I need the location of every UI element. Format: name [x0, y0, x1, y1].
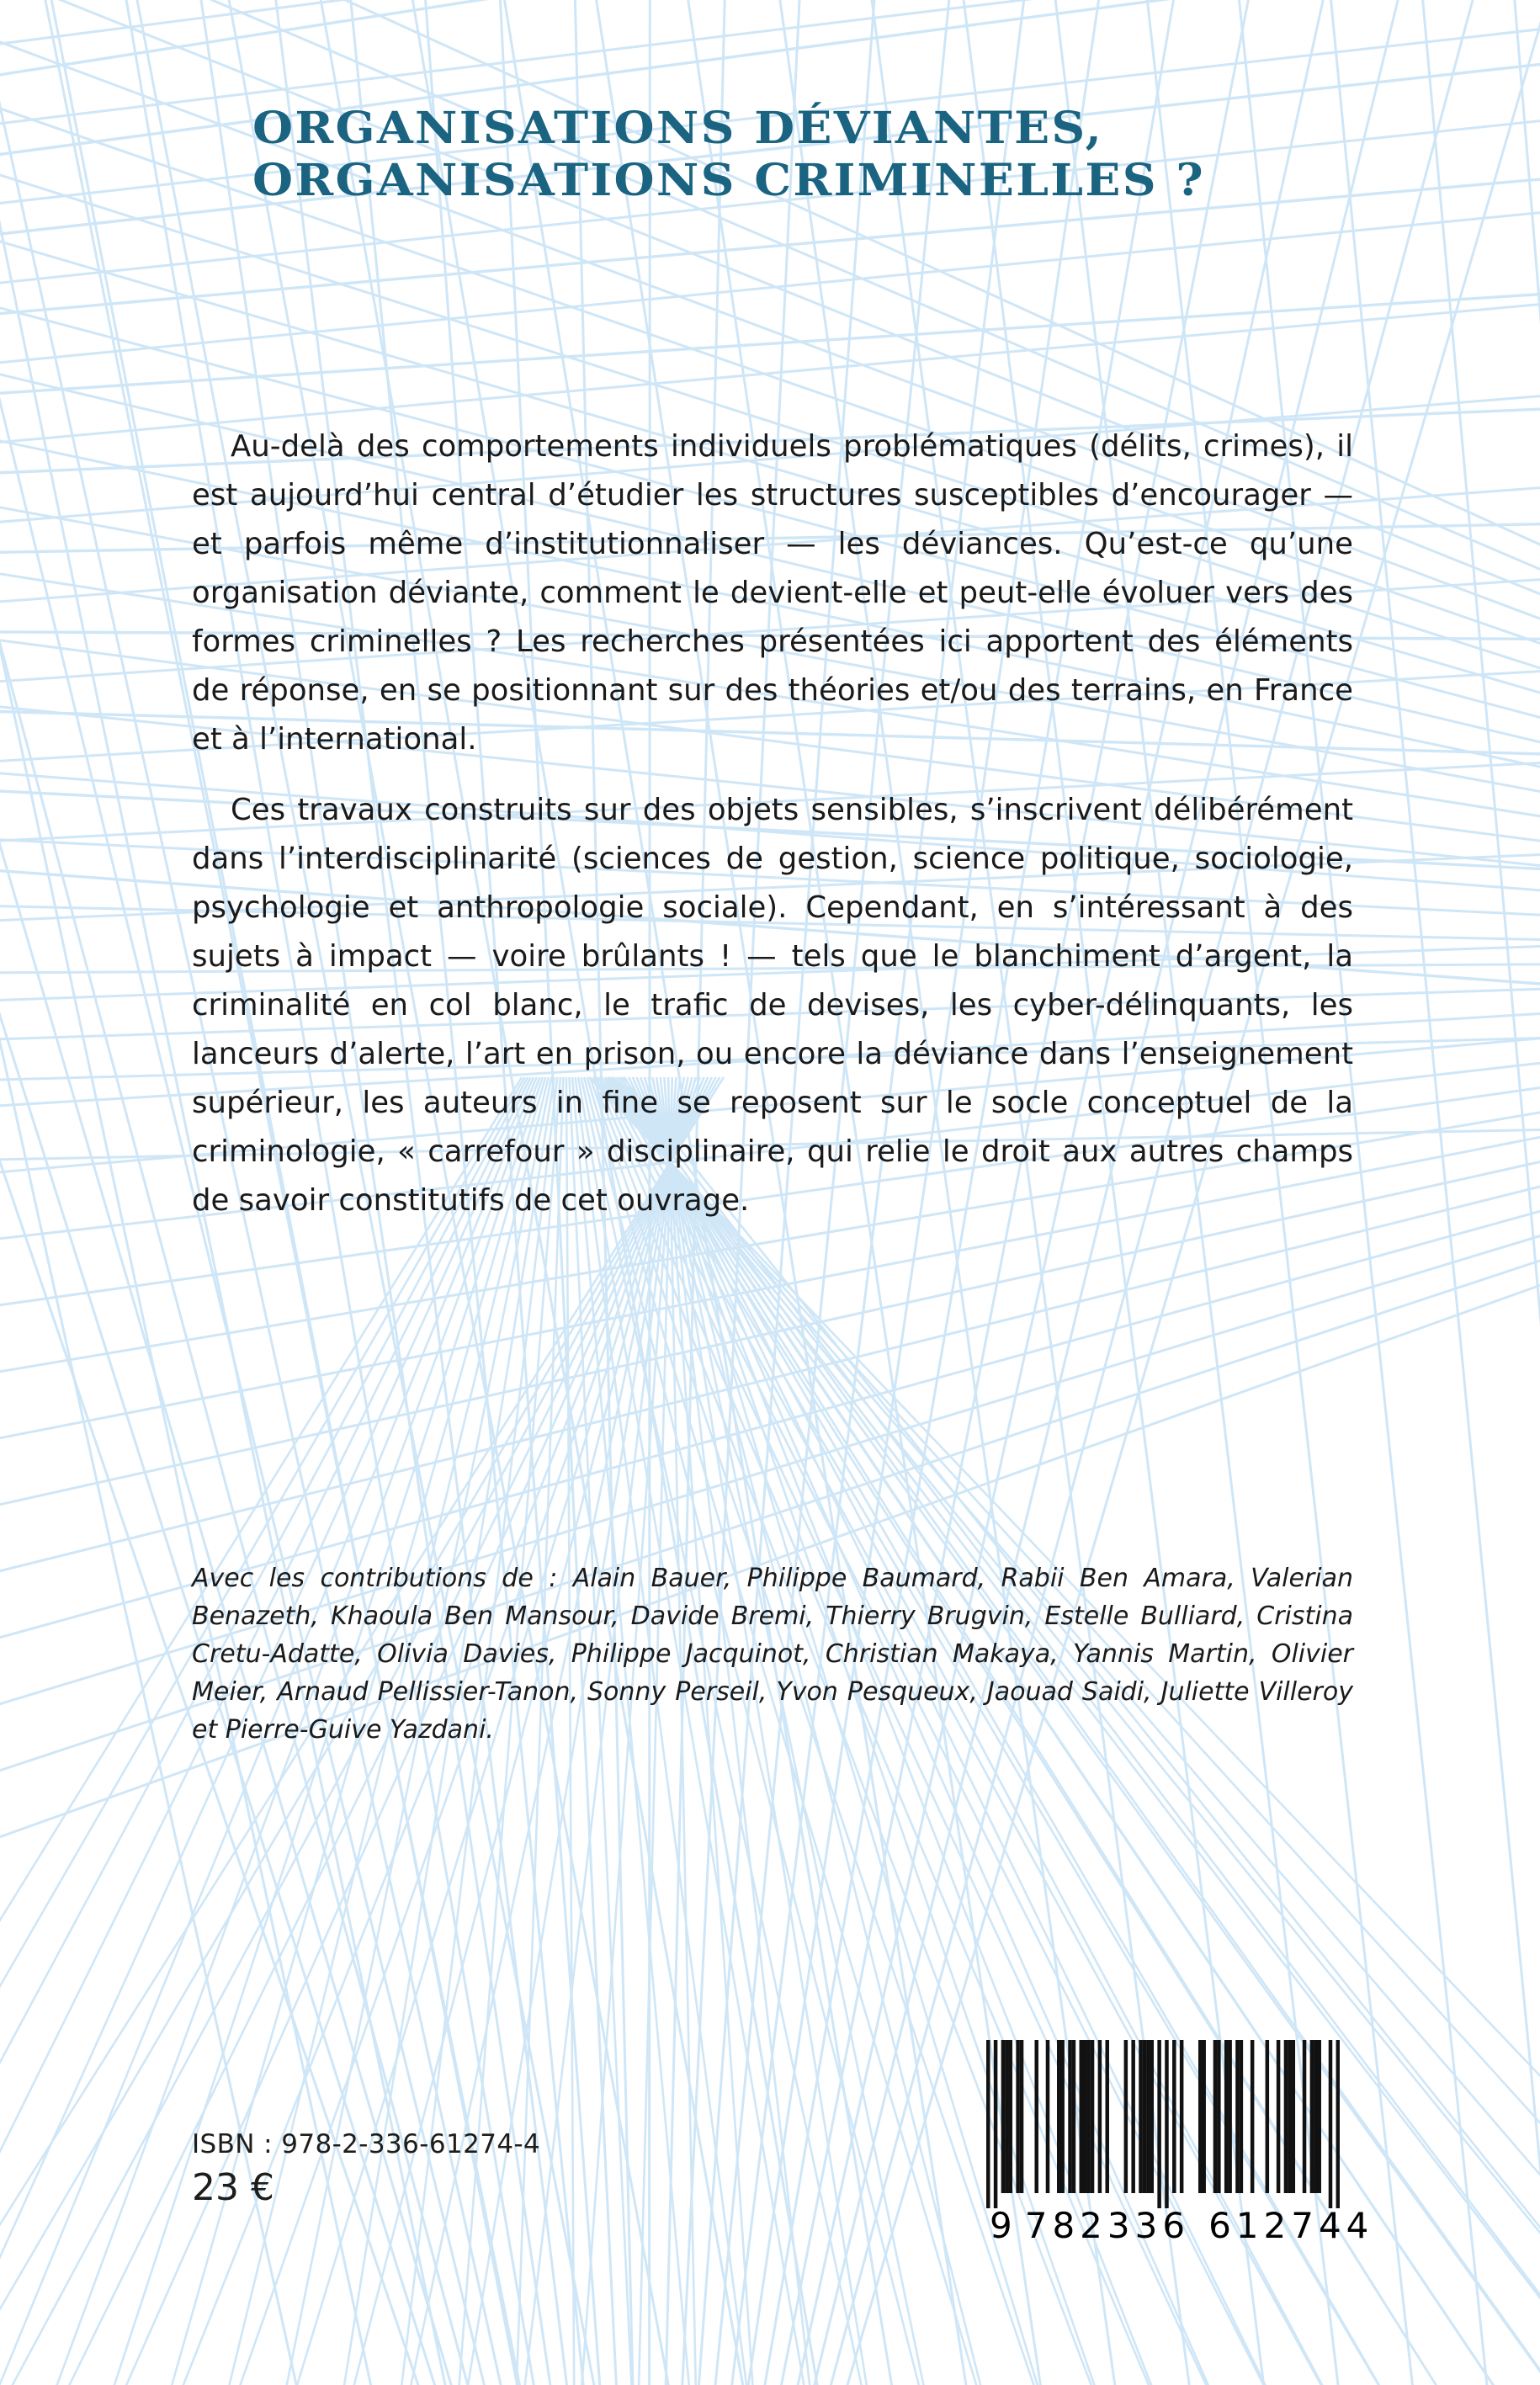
- barcode-bar-group: [986, 2040, 1340, 2208]
- barcode-digits-right: 612744: [1208, 2205, 1374, 2246]
- contributors-list: Avec les contributions de : Alain Bauer, Philippe Baumard, Rabii Ben Amara, Valerian Benazeth, Khaoula Ben Mansour, Davide Bremi, Thierry Brugvin, Estelle Bulliard, Cristina Cretu-Adatte, Olivia Davies, Philippe Jacquinot, Christian Makaya, Yannis Martin, Olivier Meier, Arnaud Pellissier-Tanon, Sonny Perseil, Yvon Pesqueux, Jaouad Saidi, Juliette Villeroy et Pierre-Guive Yazdani.: [192, 1564, 1353, 1745]
- barcode-digits-left: 782336: [1024, 2205, 1191, 2246]
- price-label: 23 €: [192, 2166, 274, 2209]
- blurb-paragraph-2: Ces travaux construits sur des objets sensibles, s’inscrivent délibérément dans l’interdisciplinarité (sciences de gestion, science politique, sociologie, psychologie et anthropologie sociale). Cependant, en s’intéressant à des sujets à impact — voire brûlants ! — tels que le blanchiment d’argent, la criminalité en col blanc, le trafic de devises, les cyber-délinquants, les lanceurs d’alerte, l’art en prison, ou encore la déviance dans l’enseignement supérieur, les auteurs in fine se reposent sur le socle conceptuel de la criminologie, « carrefour » disciplinaire, qui relie le droit aux autres champs de savoir constitutifs de cet ouvrage.: [192, 793, 1353, 1218]
- ean13-barcode: [986, 2040, 1374, 2246]
- barcode-digit-first: 9: [990, 2205, 1013, 2246]
- barcode-digits: [986, 2205, 1374, 2246]
- title-line-2: ORGANISATIONS CRIMINELLES ?: [252, 155, 1206, 206]
- book-title: [252, 103, 1363, 207]
- isbn-number: ISBN : 978-2-336-61274-4: [192, 2129, 541, 2159]
- isbn-price-block: [192, 2127, 540, 2212]
- title-line-1: ORGANISATIONS DÉVIANTES,: [252, 103, 1104, 154]
- contributors-section: [192, 1559, 1353, 1749]
- blurb-text: [192, 422, 1353, 1225]
- blurb-paragraph-1: Au-delà des comportements individuels problématiques (délits, crimes), il est aujourd’hui central d’étudier les structures susceptibles d’encourager — et parfois même d’institutionnaliser — les déviances. Qu’est-ce qu’une organisation déviante, comment le devient-elle et peut-elle évoluer vers des formes criminelles ? Les recherches présentées ici apportent des éléments de réponse, en se positionnant sur des théories et/ou des terrains, en France et à l’international.: [192, 429, 1353, 757]
- barcode-bars-icon: [986, 2040, 1340, 2208]
